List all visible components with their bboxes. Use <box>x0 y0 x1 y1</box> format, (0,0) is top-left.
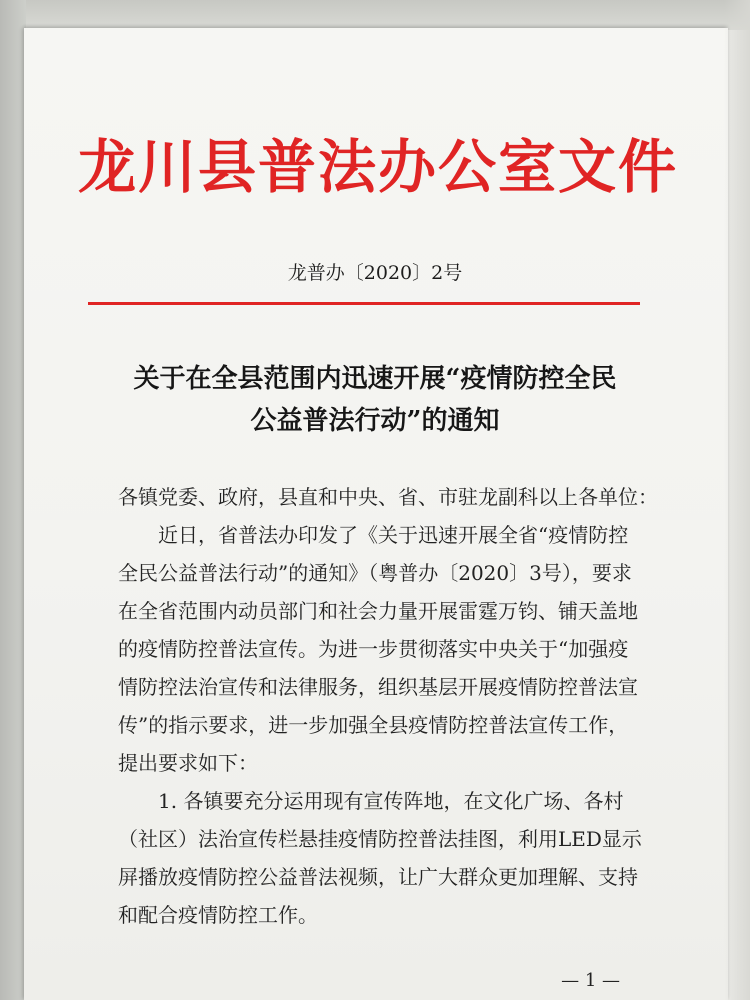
body-paragraph-2: 1. 各镇要充分运用现有宣传阵地，在文化广场、各村（社区）法治宣传栏悬挂疫情防控普法挂图，利用LED显示屏播放疫情防控公益普法视频，让广大群众更加理解、支持和配合疫情防控工作。 <box>118 789 642 927</box>
paper-fold-shadow <box>724 0 750 1000</box>
body-paragraph-1: 近日，省普法办印发了《关于迅速开展全省“疫情防控全民公益普法行动”的通知》（粤普办〔2020〕3号），要求在全省范围内动员部门和社会力量开展雷霆万钧、铺天盖地的疫情防控普法宣传。为进一步贯彻落实中央关于“加强疫情防控法治宣传和法律服务，组织基层开展疫情防控普法宣传”的指示要求，进一步加强全县疫情防控普法宣传工作，提出要求如下： <box>118 523 638 775</box>
notice-title-line-2: 公益普法行动”的通知 <box>250 406 500 436</box>
addressee-line: 各镇党委、政府，县直和中央、省、市驻龙副科以上各单位： <box>118 485 658 509</box>
document-number: 龙普办〔2020〕2号 <box>287 262 463 284</box>
notice-title <box>80 358 670 442</box>
document-body <box>118 478 658 934</box>
background-surface-left <box>0 0 26 1000</box>
background-surface-top <box>0 0 750 30</box>
document-header-title: 龙川县普法办公室文件 <box>78 133 679 201</box>
red-divider-line <box>88 302 640 305</box>
notice-title-line-1: 关于在全县范围内迅速开展“疫情防控全民 <box>133 364 617 394</box>
page-number: — 1 — <box>561 970 620 991</box>
